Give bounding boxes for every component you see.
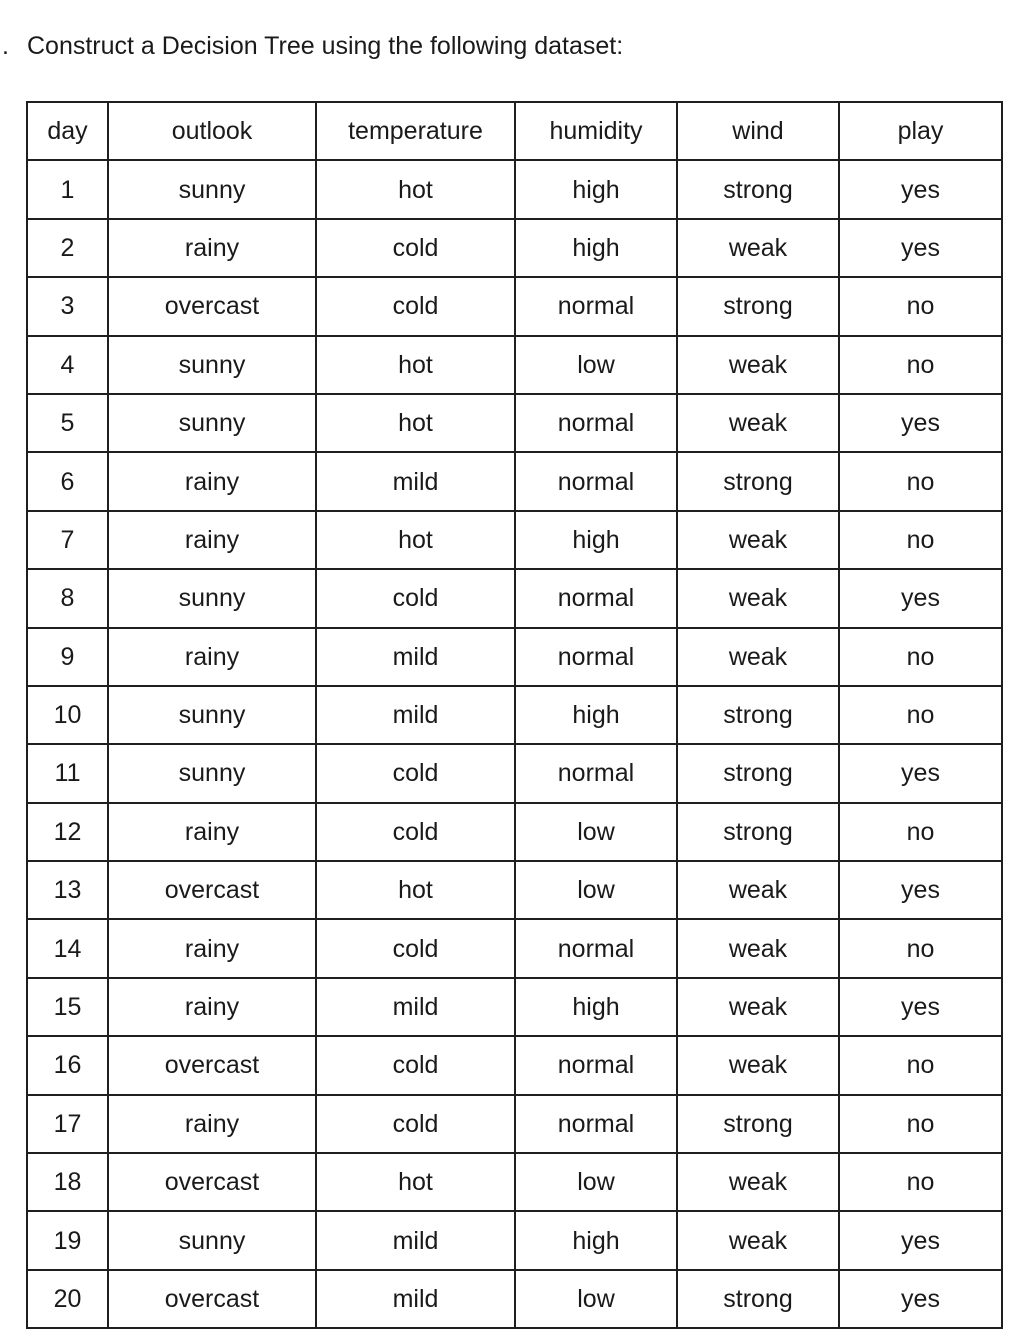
- cell-day: 7: [27, 511, 108, 569]
- cell-day: 9: [27, 628, 108, 686]
- cell-day: 12: [27, 803, 108, 861]
- cell-wind: weak: [677, 1211, 839, 1269]
- cell-outlook: rainy: [108, 628, 316, 686]
- cell-temperature: cold: [316, 744, 515, 802]
- cell-play: yes: [839, 1270, 1002, 1328]
- cell-outlook: sunny: [108, 394, 316, 452]
- cell-play: yes: [839, 569, 1002, 627]
- cell-temperature: cold: [316, 1095, 515, 1153]
- cell-wind: weak: [677, 336, 839, 394]
- cell-day: 8: [27, 569, 108, 627]
- table-row: [27, 1036, 1002, 1094]
- cell-humidity: high: [515, 511, 677, 569]
- cell-outlook: rainy: [108, 452, 316, 510]
- table-row: [27, 1211, 1002, 1269]
- cell-humidity: high: [515, 160, 677, 218]
- cell-wind: strong: [677, 803, 839, 861]
- table-row: [27, 628, 1002, 686]
- cell-humidity: low: [515, 1270, 677, 1328]
- table-row: [27, 394, 1002, 452]
- cell-humidity: normal: [515, 628, 677, 686]
- cell-humidity: low: [515, 336, 677, 394]
- cell-temperature: hot: [316, 861, 515, 919]
- cell-humidity: normal: [515, 1095, 677, 1153]
- cell-day: 20: [27, 1270, 108, 1328]
- cell-temperature: cold: [316, 1036, 515, 1094]
- cell-wind: weak: [677, 1153, 839, 1211]
- cell-temperature: mild: [316, 978, 515, 1036]
- table-row: [27, 686, 1002, 744]
- cell-outlook: overcast: [108, 1270, 316, 1328]
- cell-day: 17: [27, 1095, 108, 1153]
- cell-outlook: rainy: [108, 803, 316, 861]
- cell-wind: strong: [677, 686, 839, 744]
- cell-play: yes: [839, 978, 1002, 1036]
- cell-play: yes: [839, 160, 1002, 218]
- cell-play: no: [839, 277, 1002, 335]
- cell-temperature: hot: [316, 394, 515, 452]
- header-row: [27, 102, 1002, 160]
- cell-wind: weak: [677, 861, 839, 919]
- cell-outlook: rainy: [108, 1095, 316, 1153]
- dataset-table: [26, 101, 1003, 1329]
- cell-temperature: hot: [316, 1153, 515, 1211]
- table-row: [27, 511, 1002, 569]
- cell-humidity: low: [515, 1153, 677, 1211]
- cell-day: 3: [27, 277, 108, 335]
- cell-temperature: hot: [316, 511, 515, 569]
- cell-outlook: overcast: [108, 861, 316, 919]
- cell-wind: strong: [677, 744, 839, 802]
- cell-humidity: high: [515, 1211, 677, 1269]
- cell-temperature: hot: [316, 336, 515, 394]
- cell-wind: strong: [677, 1270, 839, 1328]
- cell-play: yes: [839, 744, 1002, 802]
- question-marker: .: [2, 32, 9, 60]
- cell-temperature: mild: [316, 686, 515, 744]
- cell-wind: strong: [677, 452, 839, 510]
- cell-humidity: normal: [515, 744, 677, 802]
- cell-day: 2: [27, 219, 108, 277]
- table-row: [27, 861, 1002, 919]
- table-row: [27, 1153, 1002, 1211]
- column-header-wind: wind: [677, 102, 839, 160]
- cell-outlook: sunny: [108, 569, 316, 627]
- cell-outlook: overcast: [108, 277, 316, 335]
- table-row: [27, 1270, 1002, 1328]
- cell-wind: weak: [677, 394, 839, 452]
- cell-temperature: mild: [316, 452, 515, 510]
- cell-wind: strong: [677, 1095, 839, 1153]
- cell-wind: weak: [677, 919, 839, 977]
- cell-humidity: high: [515, 686, 677, 744]
- column-header-day: day: [27, 102, 108, 160]
- cell-outlook: rainy: [108, 978, 316, 1036]
- cell-play: no: [839, 511, 1002, 569]
- cell-humidity: normal: [515, 394, 677, 452]
- cell-day: 10: [27, 686, 108, 744]
- cell-temperature: cold: [316, 219, 515, 277]
- cell-wind: weak: [677, 628, 839, 686]
- cell-play: yes: [839, 394, 1002, 452]
- cell-outlook: rainy: [108, 511, 316, 569]
- cell-humidity: normal: [515, 1036, 677, 1094]
- cell-outlook: sunny: [108, 160, 316, 218]
- cell-day: 6: [27, 452, 108, 510]
- cell-humidity: normal: [515, 277, 677, 335]
- cell-temperature: cold: [316, 277, 515, 335]
- cell-day: 19: [27, 1211, 108, 1269]
- cell-temperature: mild: [316, 1211, 515, 1269]
- table-row: [27, 219, 1002, 277]
- table-row: [27, 569, 1002, 627]
- cell-outlook: sunny: [108, 336, 316, 394]
- table-row: [27, 744, 1002, 802]
- table-row: [27, 452, 1002, 510]
- cell-humidity: low: [515, 861, 677, 919]
- cell-outlook: sunny: [108, 1211, 316, 1269]
- cell-outlook: sunny: [108, 744, 316, 802]
- table-row: [27, 1095, 1002, 1153]
- column-header-play: play: [839, 102, 1002, 160]
- cell-outlook: rainy: [108, 219, 316, 277]
- cell-wind: weak: [677, 511, 839, 569]
- cell-play: yes: [839, 861, 1002, 919]
- cell-day: 13: [27, 861, 108, 919]
- cell-day: 14: [27, 919, 108, 977]
- cell-day: 4: [27, 336, 108, 394]
- table-row: [27, 978, 1002, 1036]
- column-header-humidity: humidity: [515, 102, 677, 160]
- cell-temperature: cold: [316, 919, 515, 977]
- cell-play: no: [839, 919, 1002, 977]
- cell-day: 11: [27, 744, 108, 802]
- table-row: [27, 336, 1002, 394]
- cell-day: 16: [27, 1036, 108, 1094]
- cell-outlook: overcast: [108, 1153, 316, 1211]
- cell-temperature: cold: [316, 803, 515, 861]
- cell-play: no: [839, 686, 1002, 744]
- cell-humidity: normal: [515, 919, 677, 977]
- cell-wind: strong: [677, 277, 839, 335]
- cell-day: 18: [27, 1153, 108, 1211]
- cell-wind: weak: [677, 1036, 839, 1094]
- table-body: [27, 160, 1002, 1328]
- question-heading: [0, 28, 623, 64]
- cell-outlook: rainy: [108, 919, 316, 977]
- table-row: [27, 919, 1002, 977]
- question-text: Construct a Decision Tree using the following dataset:: [27, 32, 624, 60]
- cell-wind: weak: [677, 219, 839, 277]
- cell-play: no: [839, 452, 1002, 510]
- cell-wind: weak: [677, 978, 839, 1036]
- cell-day: 5: [27, 394, 108, 452]
- cell-play: no: [839, 803, 1002, 861]
- table-row: [27, 803, 1002, 861]
- cell-humidity: high: [515, 978, 677, 1036]
- cell-play: no: [839, 1036, 1002, 1094]
- cell-play: no: [839, 1153, 1002, 1211]
- cell-humidity: high: [515, 219, 677, 277]
- cell-humidity: normal: [515, 452, 677, 510]
- cell-play: no: [839, 336, 1002, 394]
- cell-play: yes: [839, 219, 1002, 277]
- table-row: [27, 277, 1002, 335]
- cell-humidity: low: [515, 803, 677, 861]
- table-row: [27, 160, 1002, 218]
- cell-temperature: cold: [316, 569, 515, 627]
- cell-temperature: mild: [316, 1270, 515, 1328]
- cell-outlook: overcast: [108, 1036, 316, 1094]
- cell-day: 15: [27, 978, 108, 1036]
- cell-outlook: sunny: [108, 686, 316, 744]
- cell-temperature: hot: [316, 160, 515, 218]
- cell-play: no: [839, 1095, 1002, 1153]
- cell-wind: weak: [677, 569, 839, 627]
- column-header-temperature: temperature: [316, 102, 515, 160]
- cell-temperature: mild: [316, 628, 515, 686]
- cell-play: yes: [839, 1211, 1002, 1269]
- cell-wind: strong: [677, 160, 839, 218]
- cell-humidity: normal: [515, 569, 677, 627]
- column-header-outlook: outlook: [108, 102, 316, 160]
- cell-play: no: [839, 628, 1002, 686]
- cell-day: 1: [27, 160, 108, 218]
